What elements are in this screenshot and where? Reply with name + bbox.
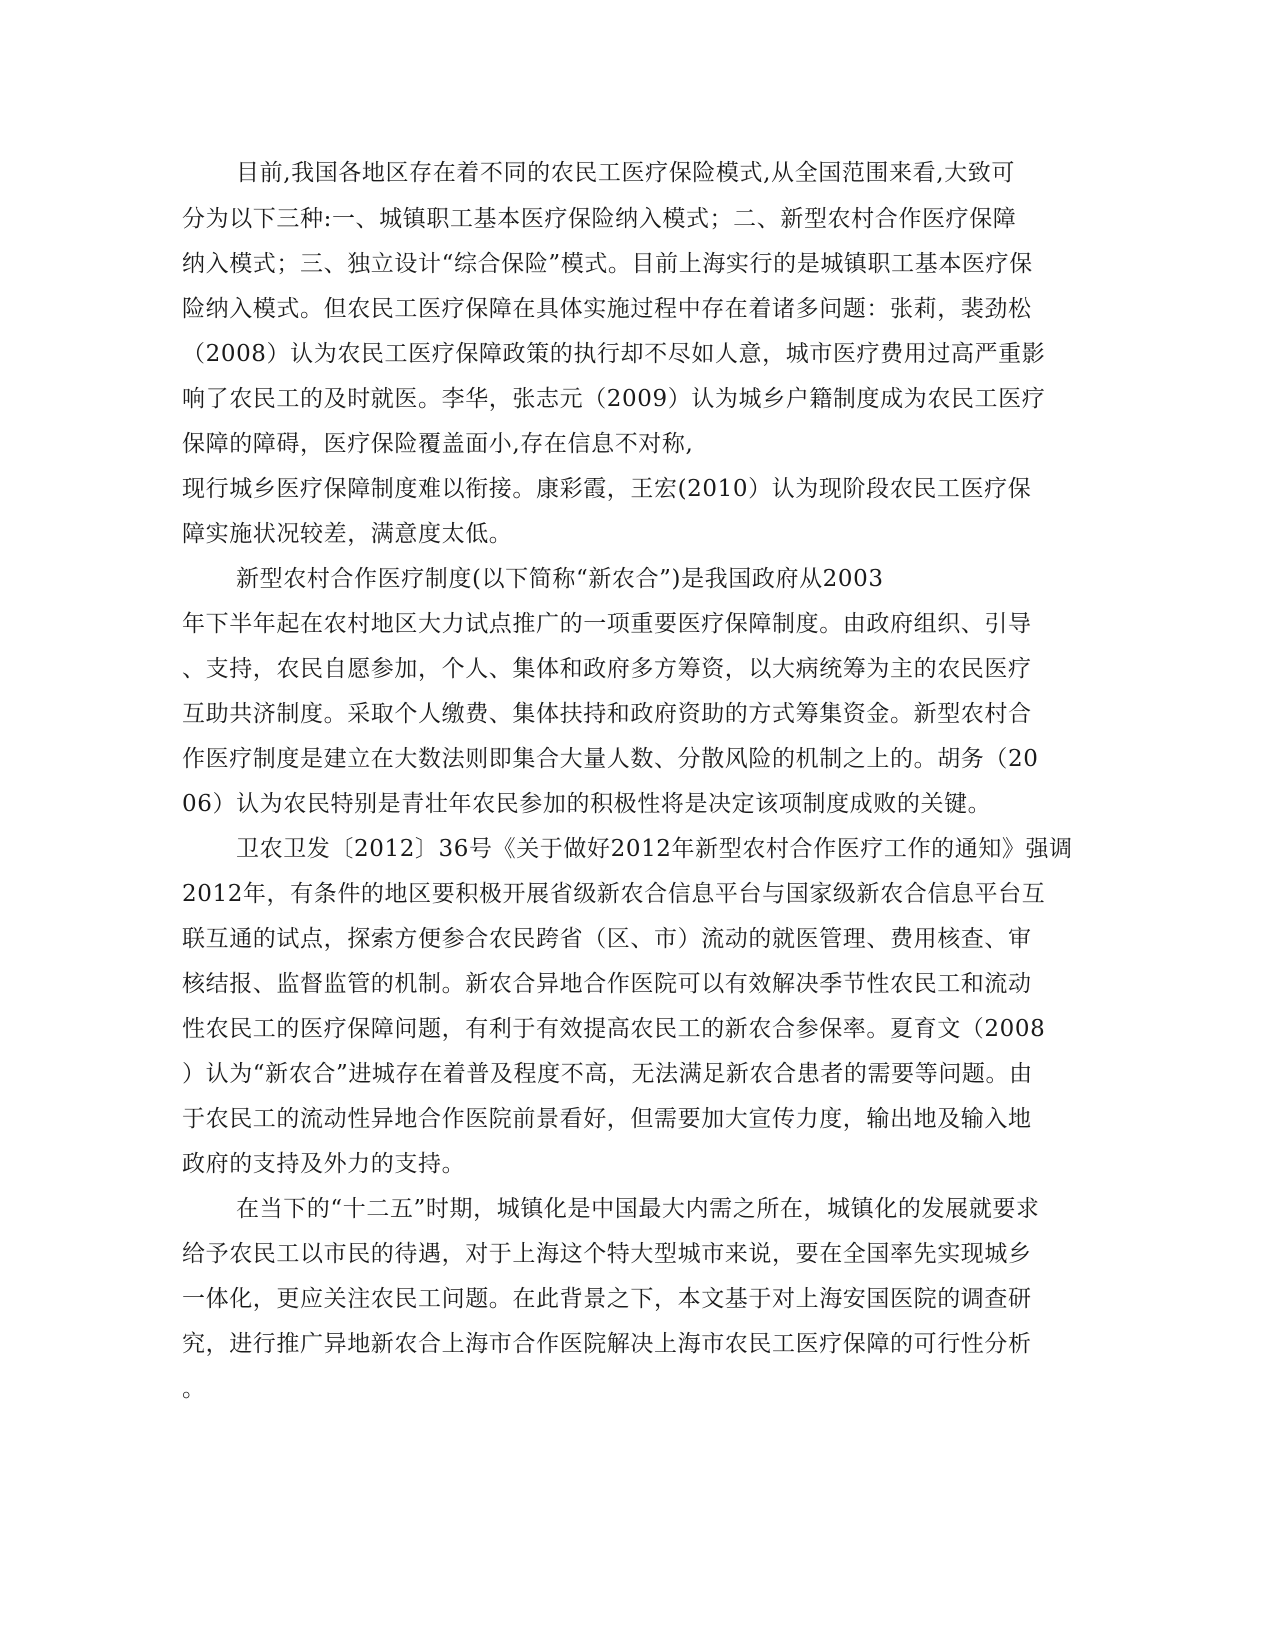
text-line: 保障的障碍，医疗保险覆盖面小,存在信息不对称, (182, 431, 694, 457)
text-line: 、支持，农民自愿参加，个人、集体和政府多方筹资，以大病统筹为主的农民医疗 (182, 656, 1032, 682)
text-line: 一体化，更应关注农民工问题。在此背景之下，本文基于对上海安国医院的调查研 (182, 1286, 1032, 1312)
text-line: ）认为“新农合”进城存在着普及程度不高，无法满足新农合患者的需要等问题。由 (182, 1061, 1033, 1087)
text-line: 互助共济制度。采取个人缴费、集体扶持和政府资助的方式筹集资金。新型农村合 (182, 701, 1032, 727)
text-line: 2012年，有条件的地区要积极开展省级新农合信息平台与国家级新农合信息平台互 (182, 881, 1046, 907)
text-line: 险纳入模式。但农民工医疗保障在具体实施过程中存在着诸多问题：张莉，裴劲松 (182, 296, 1032, 322)
text-line: （2008）认为农民工医疗保障政策的执行却不尽如人意，城市医疗费用过高严重影 (182, 341, 1046, 367)
text-line: 卫农卫发〔2012〕36号《关于做好2012年新型农村合作医疗工作的通知》强调 (236, 836, 1073, 862)
text-line: 核结报、监督监管的机制。新农合异地合作医院可以有效解决季节性农民工和流动 (182, 971, 1032, 997)
text-line: 联互通的试点，探索方便参合农民跨省（区、市）流动的就医管理、费用核查、审 (182, 926, 1032, 952)
text-line: 给予农民工以市民的待遇，对于上海这个特大型城市来说，要在全国率先实现城乡 (182, 1241, 1032, 1267)
text-line: 年下半年起在农村地区大力试点推广的一项重要医疗保障制度。由政府组织、引导 (182, 611, 1032, 637)
text-line: 目前,我国各地区存在着不同的农民工医疗保险模式,从全国范围来看,大致可 (236, 160, 1015, 186)
text-line: 06）认为农民特别是青壮年农民参加的积极性将是决定该项制度成败的关键。 (182, 791, 992, 817)
text-line: 。 (182, 1376, 206, 1402)
text-line: 障实施状况较差，满意度太低。 (182, 521, 513, 547)
text-line: 现行城乡医疗保障制度难以衔接。康彩霞，王宏(2010）认为现阶段农民工医疗保 (182, 476, 1032, 502)
text-line: 在当下的“十二五”时期，城镇化是中国最大内需之所在，城镇化的发展就要求 (236, 1196, 1040, 1222)
text-line: 作医疗制度是建立在大数法则即集合大量人数、分散风险的机制之上的。胡务（20 (182, 746, 1039, 772)
text-line: 政府的支持及外力的支持。 (182, 1151, 466, 1177)
text-line: 究，进行推广异地新农合上海市合作医院解决上海市农民工医疗保障的可行性分析 (182, 1331, 1032, 1357)
text-line: 性农民工的医疗保障问题，有利于有效提高农民工的新农合参保率。夏育文（2008 (182, 1016, 1046, 1042)
text-line: 分为以下三种:一、城镇职工基本医疗保险纳入模式；二、新型农村合作医疗保障 (182, 206, 1017, 232)
text-line: 响了农民工的及时就医。李华，张志元（2009）认为城乡户籍制度成为农民工医疗 (182, 386, 1046, 412)
text-line: 于农民工的流动性异地合作医院前景看好，但需要加大宣传力度，输出地及输入地 (182, 1106, 1032, 1132)
text-line: 新型农村合作医疗制度(以下简称“新农合”)是我国政府从2003 (236, 566, 884, 592)
text-line: 纳入模式；三、独立设计“综合保险”模式。目前上海实行的是城镇职工基本医疗保 (182, 251, 1033, 277)
